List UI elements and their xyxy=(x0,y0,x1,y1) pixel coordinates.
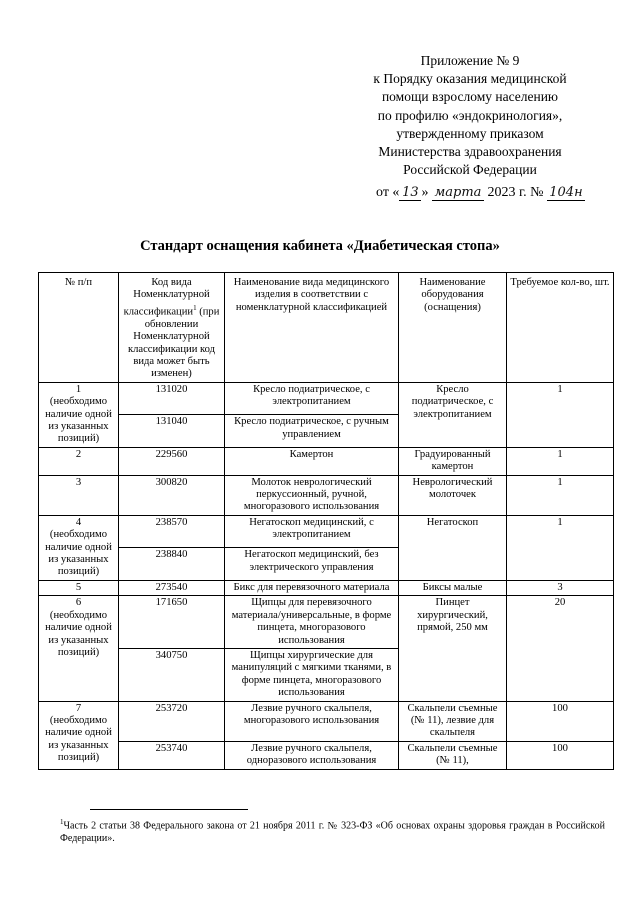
order-prefix: от « xyxy=(376,185,400,200)
header-name: Наименование вида медицинского изделия в соответствии с номенклатурной классификацией xyxy=(225,273,399,383)
cell-name: Щипцы для перевязочного материала/универсальные, в форме пинцета, многоразового использования xyxy=(225,596,399,649)
footnote-text: Часть 2 статьи 38 Федерального закона от 21 ноября 2011 г. № 323-ФЗ «Об основах охраны здоровья граждан в Российской Федерации». xyxy=(60,820,605,844)
appendix-line: утвержденному приказом xyxy=(396,125,544,141)
table-row xyxy=(39,580,614,595)
equipment-standard-table xyxy=(38,272,614,770)
cell-num xyxy=(39,515,119,580)
header-code xyxy=(119,273,225,383)
row-number: 4 xyxy=(75,516,82,528)
cell-code: 229560 xyxy=(119,447,225,475)
cell-code: 253720 xyxy=(119,701,225,741)
cell-code: 300820 xyxy=(119,475,225,515)
cell-qty: 20 xyxy=(507,596,614,701)
cell-name: Кресло подиатрическое, с электропитанием xyxy=(225,382,399,415)
cell-num: 5 xyxy=(39,580,119,595)
cell-name: Бикс для перевязочного материала xyxy=(225,580,399,595)
footnote xyxy=(60,816,605,845)
appendix-line: помощи взрослому населению xyxy=(381,89,559,105)
cell-code: 131020 xyxy=(119,382,225,415)
cell-equipment: Негатоскоп xyxy=(399,515,507,580)
appendix-line: Приложение № 9 xyxy=(420,53,520,68)
cell-num: 3 xyxy=(39,475,119,515)
header-code-label: Код вида Номенклатурной классификации xyxy=(123,277,210,318)
cell-name: Камертон xyxy=(225,447,399,475)
appendix-line: к Порядку оказания медицинской xyxy=(373,71,567,87)
order-sep: » xyxy=(421,185,429,200)
table-row xyxy=(39,515,614,548)
cell-name: Негатоскоп медицинский, с электропитанием xyxy=(225,515,399,548)
cell-code: 253740 xyxy=(119,741,225,769)
row-note: (необходимо наличие одной из указанных позиций) xyxy=(45,396,112,445)
row-number: 1 xyxy=(75,383,82,395)
cell-num xyxy=(39,701,119,769)
row-note: (необходимо наличие одной из указанных позиций) xyxy=(45,714,112,764)
cell-equipment: Скальпели съемные (№ 11), xyxy=(399,741,507,769)
cell-code: 171650 xyxy=(119,596,225,649)
table-row xyxy=(39,447,614,475)
cell-name: Лезвие ручного скальпеля, одноразового использования xyxy=(225,741,399,769)
appendix-line: по профилю «эндокринология», xyxy=(377,107,563,123)
order-month: марта xyxy=(432,186,484,201)
row-note: (необходимо наличие одной из указанных позиций) xyxy=(45,609,112,658)
cell-name: Молоток неврологический перкуссионный, ручной, многоразового использования xyxy=(225,475,399,515)
cell-code: 238570 xyxy=(119,515,225,548)
table-row xyxy=(39,701,614,741)
order-day: 13 xyxy=(399,186,421,201)
cell-name: Негатоскоп медицинский, без электрического управления xyxy=(225,548,399,581)
appendix-line: Российской Федерации xyxy=(403,162,537,178)
cell-equipment: Биксы малые xyxy=(399,580,507,595)
header-qty: Требуемое кол-во, шт. xyxy=(507,273,614,383)
cell-qty: 1 xyxy=(507,382,614,447)
header-equipment: Наименование оборудования (оснащения) xyxy=(399,273,507,383)
cell-num xyxy=(39,382,119,447)
row-note: (необходимо наличие одной из указанных позиций) xyxy=(45,529,112,578)
order-year: 2023 г. № xyxy=(487,185,544,200)
footnote-divider xyxy=(90,809,248,810)
cell-code: 131040 xyxy=(119,415,225,448)
cell-name: Щипцы хирургические для манипуляций с мягкими тканями, в форме пинцета, многоразового использования xyxy=(225,648,399,701)
cell-equipment: Пинцет хирургический, прямой, 250 мм xyxy=(399,596,507,701)
table-row xyxy=(39,596,614,649)
table-row xyxy=(39,741,614,769)
cell-qty: 1 xyxy=(507,515,614,580)
table-row xyxy=(39,475,614,515)
cell-qty: 3 xyxy=(507,580,614,595)
cell-equipment: Градуированный камертон xyxy=(399,447,507,475)
cell-num xyxy=(39,596,119,701)
cell-code: 273540 xyxy=(119,580,225,595)
appendix-line: Министерства здравоохранения xyxy=(378,144,562,160)
table-row xyxy=(39,382,614,415)
cell-equipment: Скальпели съемные (№ 11), лезвие для скальпеля xyxy=(399,701,507,741)
header-num: № п/п xyxy=(39,273,119,383)
header-code-sup: 1 xyxy=(193,303,197,312)
cell-name: Кресло подиатрическое, с ручным управлением xyxy=(225,415,399,448)
order-date-line xyxy=(376,185,585,201)
appendix-header xyxy=(340,52,600,179)
cell-equipment: Кресло подиатрическое, с электропитанием xyxy=(399,382,507,447)
cell-qty: 100 xyxy=(507,701,614,741)
cell-name: Лезвие ручного скальпеля, многоразового использования xyxy=(225,701,399,741)
cell-qty: 1 xyxy=(507,447,614,475)
table-header-row xyxy=(39,273,614,383)
row-number: 6 xyxy=(75,597,82,609)
cell-qty: 1 xyxy=(507,475,614,515)
cell-num: 2 xyxy=(39,447,119,475)
cell-qty: 100 xyxy=(507,741,614,769)
row-number: 7 xyxy=(75,702,82,714)
document-title: Стандарт оснащения кабинета «Диабетическая стопа» xyxy=(140,238,500,254)
footnote-marker: 1 xyxy=(60,818,64,826)
header-code-note: (при обновлении Номенклатурной классификации код вида может быть изменен) xyxy=(127,306,220,380)
cell-code: 340750 xyxy=(119,648,225,701)
order-number: 104н xyxy=(547,186,585,201)
cell-equipment: Неврологический молоточек xyxy=(399,475,507,515)
cell-code: 238840 xyxy=(119,548,225,581)
